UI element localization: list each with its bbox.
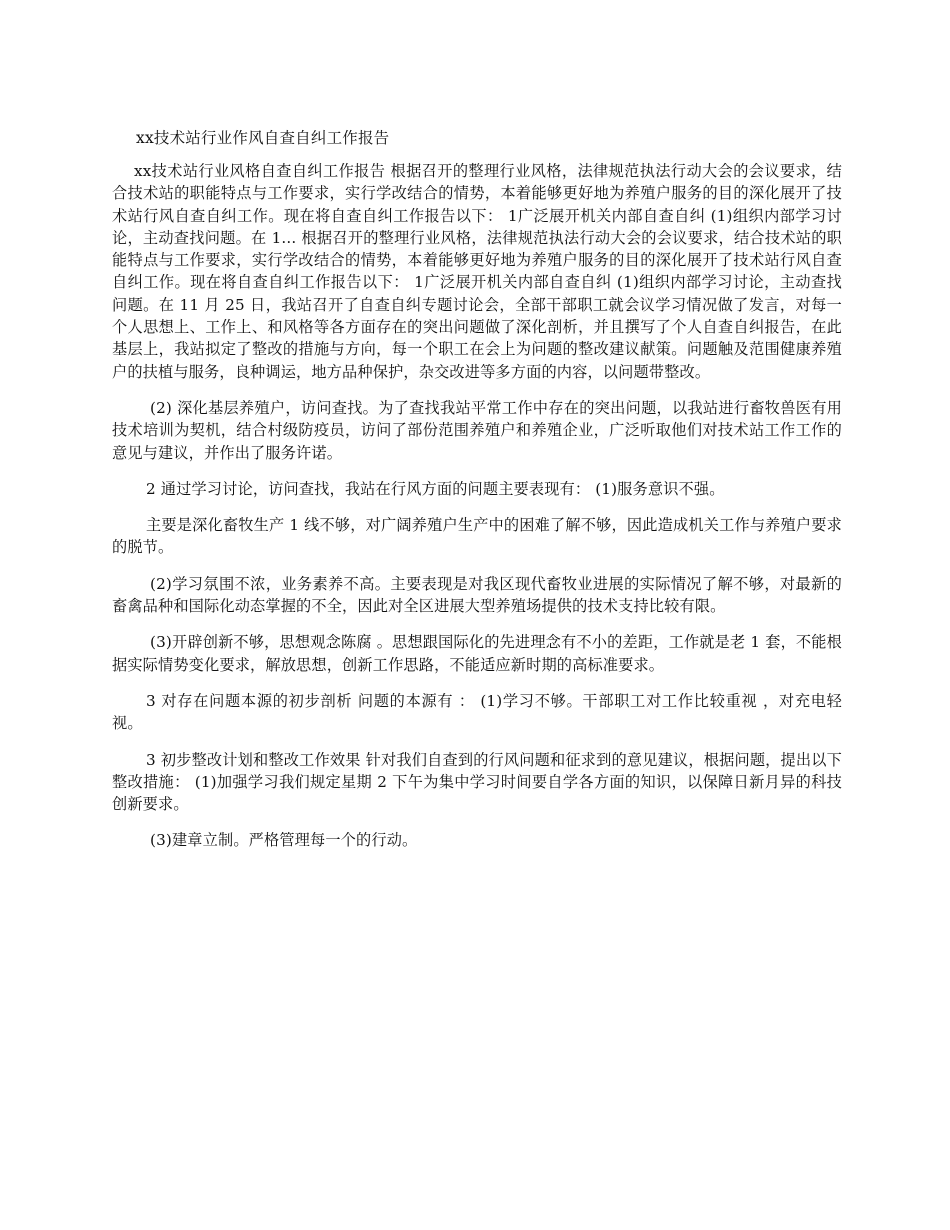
paragraph-problems-summary: 2 通过学习讨论，访问查找，我站在行风方面的问题主要表现有： (1)服务意识不强。 <box>146 479 725 498</box>
paragraph-intro: xx技术站行业风格自查自纠工作报告 根据召开的整理行业风格，法律规范执法行动大会的会议要求，结合技术站的职能特点与工作要求，实行学改结合的情势，本着能够更好地为养殖户服务的目的深化展开了技术站行风自查自纠工作。现在将自查自纠工作报告以下： 1广泛展开机关内部自查自纠 (1)组织内部学习讨论，主动查找问题。在 1... 根据召开的整理行业风格，法律规范执法行动大会的会议要求，结合技术站的职能特点与工作要求，实行学改结合的情势，本着能够更好地为养殖户服务的目的深化展开了技术站行风自查自纠工作。现在将自查自纠工作报告以下： 1广泛展开机关内部自查自纠 (1)组织内部学习讨论，主动查找问题。在 11 月 25 日，我站召开了自查自纠专题讨论会，全部干部职工就会议学习情况做了发言，对每一个人思想上、工作上、和风格等各方面存在的突出问题做了深化剖析，并且撰写了个人自查自纠报告，在此基层上，我站拟定了整改的措施与方向，每一个职工在会上为问题的整改建议献策。问题触及范围健康养殖户的扶植与服务，良种调运，地方品种保护，杂交改进等多方面的内容，以问题带整改。 <box>112 162 842 381</box>
paragraph-learning-atmosphere: (2)学习氛围不浓，业务素养不高。主要表现是对我区现代畜牧业进展的实际情况了解不够，对最新的畜禽品种和国际化动态掌握的不全，因此对全区进展大型养殖场提供的技术支持比较有限。 <box>112 574 842 616</box>
paragraph-rules: (3)建章立制。严格管理每一个的行动。 <box>150 831 418 850</box>
document-page <box>112 127 842 866</box>
paragraph-rectification-plan: 3 初步整改计划和整改工作效果 针对我们自查到的行风问题和征求到的意见建议，根据问题，提出以下整改措施： (1)加强学习我们规定星期 2 下午为集中学习时间要自学各方面的知识，以保障日新月异的科技创新要求。 <box>112 750 842 814</box>
paragraph-root-cause: 3 对存在问题本源的初步剖析 问题的本源有 ： (1)学习不够。干部职工对工作比较重视 ，对充电轻视。 <box>112 691 842 733</box>
paragraph-grassroots-visit: (2) 深化基层养殖户，访问查找。为了查找我站平常工作中存在的突出问题，以我站进行畜牧兽医有用技术培训为契机，结合村级防疫员，访问了部份范围养殖户和养殖企业，广泛听取他们对技术站工作工作的意见与建议，并作出了服务许诺。 <box>112 398 842 462</box>
paragraph-service-gap: 主要是深化畜牧生产 1 线不够，对广阔养殖户生产中的困难了解不够，因此造成机关工作与养殖户要求的脱节。 <box>112 516 842 557</box>
document-title: xx技术站行业作风自查自纠工作报告 <box>136 129 390 147</box>
paragraph-innovation: (3)开辟创新不够，思想观念陈腐 。思想跟国际化的先进理念有不小的差距，工作就是老 1 套，不能根据实际情势变化要求，解放思想，创新工作思路，不能适应新时期的高标准要求。 <box>112 633 842 674</box>
